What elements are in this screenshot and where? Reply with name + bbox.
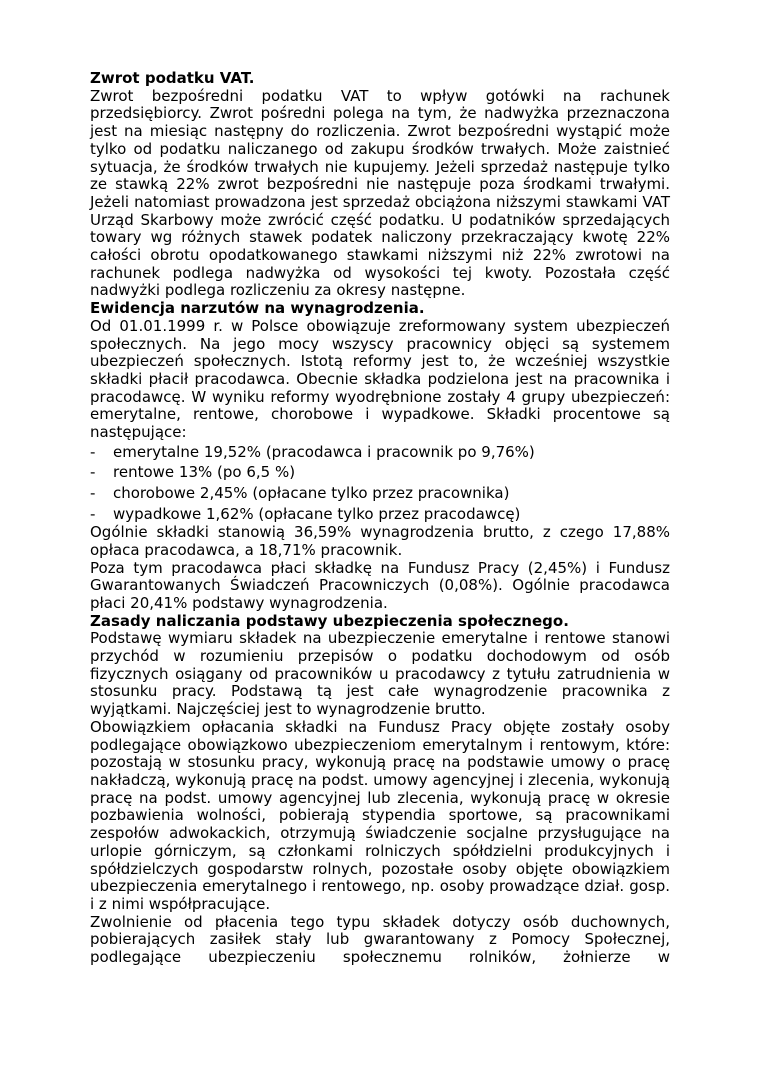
paragraph-vat-refund: Zwrot bezpośredni podatku VAT to wpływ gotówki na rachunek przedsiębiorcy. Zwrot pośredni polega na tym, że nadwyżka przeznaczona jest na miesiąc następny do rozliczenia. Zwrot bezpośredni wystąpić może tylko od podatku naliczanego od zakupu środków trwałych. Może zaistnieć sytuacja, że środków trwałych nie kupujemy. Jeżeli sprzedaż następuje tylko ze stawką 22% zwrot bezpośredni nie następuje poza środkami trwałymi. Jeżeli natomiast prowadzona jest sprzedaż obciążona niższymi stawkami VAT Urząd Skarbowy może zwrócić część podatku. U podatników sprzedających towary wg różnych stawek podatek naliczony przekraczający kwotę 22% całości obrotu opodatkowanego stawkami niższymi niż 22% zwrotowi na rachunek podlega nadwyżka od wysokości tej kwoty. Pozostała część nadwyżki podlega rozliczeniu za okresy następne.	[90, 86, 670, 300]
paragraph-exemptions: Zwolnienie od płacenia tego typu składek dotyczy osób duchownych, pobierających zasiłek stały lub gwarantowany z Pomocy Społecznej, podlegające ubezpieczeniu społecznemu rolników, żołnierze w	[90, 912, 670, 967]
list-item: - emerytalne 19,52% (pracodawca i pracownik po 9,76%)	[90, 442, 670, 463]
list-item: - wypadkowe 1,62% (opłacane tylko przez pracodawcę)	[90, 504, 670, 525]
section-heading-vat-refund: Zwrot podatku VAT.	[90, 69, 255, 87]
paragraph-basis-definition: Podstawę wymiaru składek na ubezpieczenie emerytalne i rentowe stanowi przychód w rozumieniu przepisów o podatku dochodowym od osób fizycznych osiągany od pracowników u pracodawcy z tytułu zatrudnienia w stosunku pracy. Podstawą tą jest całe wynagrodzenie pracownika z wyjątkami. Najczęściej jest to wynagrodzenie brutto.	[90, 629, 670, 719]
section-heading-insurance-basis: Zasady naliczania podstawy ubezpieczenia społecznego.	[90, 611, 569, 630]
list-item: - chorobowe 2,45% (opłacane tylko przez pracownika)	[90, 483, 670, 504]
contribution-list	[90, 442, 670, 524]
section-heading-payroll-charges: Ewidencja narzutów na wynagrodzenia.	[90, 299, 425, 318]
paragraph-contribution-total: Ogólnie składki stanowią 36,59% wynagrodzenia brutto, z czego 17,88% opłaca pracodawca, a 18,71% pracownik.	[90, 523, 670, 559]
paragraph-labour-fund: Obowiązkiem opłacania składki na Fundusz Pracy objęte zostały osoby podlegające obowiązkowo ubezpieczeniom emerytalnym i rentowym, które: pozostają w stosunku pracy, wykonują pracę na podstawie umowy o pracę nakładczą, wykonują pracę na podst. umowy agencyjnej i zlecenia, wykonują pracę na podst. umowy agencyjnej lub zlecenia, wykonują pracę w okresie pozbawienia wolności, pobierają stypendia sportowe, są pracownikami zespołów adwokackich, otrzymują świadczenie socjalne przysługujące na urlopie górniczym, są członkami rolniczych spółdzielni produkcyjnych i spółdzielczych gospodarstw rolnych, pozostałe osoby objęte obowiązkiem ubezpieczenia emerytalnego i rentowego, np. osoby prowadzące dział. gosp. i z nimi współpracujące.	[90, 717, 670, 913]
paragraph-payroll-intro: Od 01.01.1999 r. w Polsce obowiązuje zreformowany system ubezpieczeń społecznych. Na jego mocy wszyscy pracownicy objęci są systemem ubezpieczeń społecznych. Istotą reformy jest to, że wcześniej wszystkie składki płacił pracodawca. Obecnie składka podzielona jest na pracownika i pracodawcę. W wyniku reformy wyodrębnione zostały 4 grupy ubezpieczeń: emerytalne, rentowe, chorobowe i wypadkowe. Składki procentowe są następujące:	[90, 316, 670, 442]
paragraph-employer-funds: Poza tym pracodawca płaci składkę na Fundusz Pracy (2,45%) i Fundusz Gwarantowanych Świadczeń Pracowniczych (0,08%). Ogólnie pracodawca płaci 20,41% podstawy wynagrodzenia.	[90, 558, 670, 612]
document-page	[90, 70, 670, 967]
list-item: - rentowe 13% (po 6,5 %)	[90, 462, 670, 483]
